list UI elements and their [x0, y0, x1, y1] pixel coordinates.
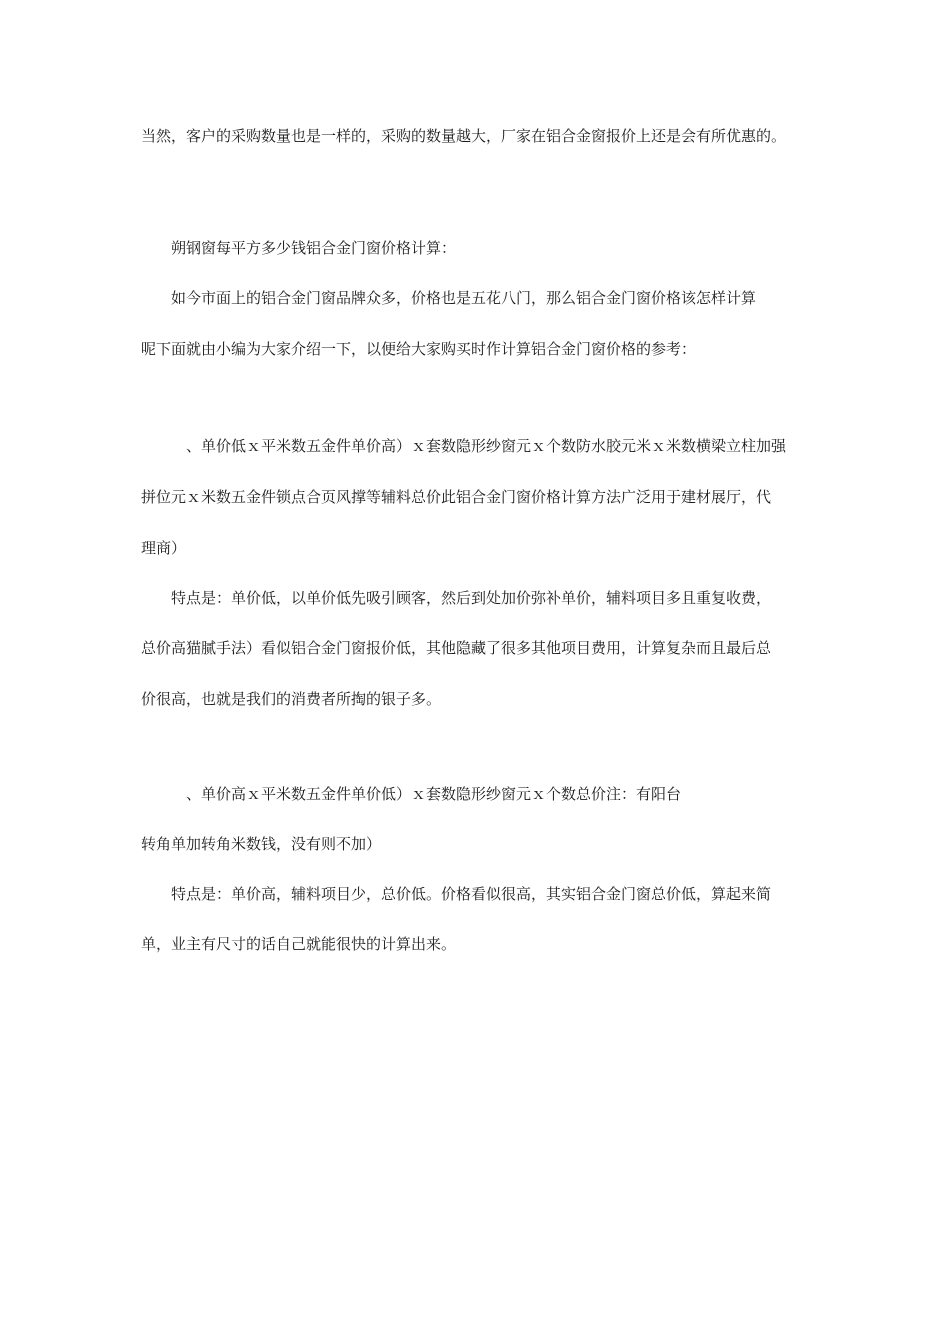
paragraph-5-line-2: 总价高猫腻手法）看似铝合金门窗报价低，其他隐藏了很多其他项目费用，计算复杂而且最后总	[141, 639, 772, 657]
paragraph-1: 当然，客户的采购数量也是一样的，采购的数量越大，厂家在铝合金窗报价上还是会有所优惠的。	[141, 128, 787, 145]
paragraph-7-line-2: 单，业主有尺寸的话自己就能很快的计算出来。	[141, 935, 457, 953]
paragraph-3-line-1: 如今市面上的铝合金门窗品牌众多，价格也是五花八门，那么铝合金门窗价格该怎样计算	[141, 289, 757, 307]
paragraph-7-line-1: 特点是：单价高，辅料项目少，总价低。价格看似很高，其实铝合金门窗总价低，算起来简	[141, 885, 772, 903]
paragraph-5-line-3: 价很高，也就是我们的消费者所掏的银子多。	[141, 690, 442, 708]
paragraph-4-line-3: 理商）	[141, 539, 187, 557]
paragraph-2: 朔钢窗每平方多少钱铝合金门窗价格计算：	[141, 239, 457, 257]
paragraph-4-line-1: 、单价低ｘ平米数五金件单价高）ｘ套数隐形纱窗元ｘ个数防水胶元米ｘ米数横梁立柱加强	[141, 437, 787, 455]
paragraph-3-line-2: 呢下面就由小编为大家介绍一下，以便给大家购买时作计算铝合金门窗价格的参考：	[141, 340, 697, 358]
paragraph-4-line-2: 拼位元ｘ米数五金件锁点合页风撑等辅料总价此铝合金门窗价格计算方法广泛用于建材展厅，代	[141, 488, 772, 506]
paragraph-6-line-2: 转角单加转角米数钱，没有则不加）	[141, 835, 382, 853]
paragraph-5-line-1: 特点是：单价低，以单价低先吸引顾客，然后到处加价弥补单价，辅料项目多且重复收费，	[141, 589, 772, 607]
paragraph-6-line-1: 、单价高ｘ平米数五金件单价低）ｘ套数隐形纱窗元ｘ个数总价注：有阳台	[141, 785, 682, 803]
